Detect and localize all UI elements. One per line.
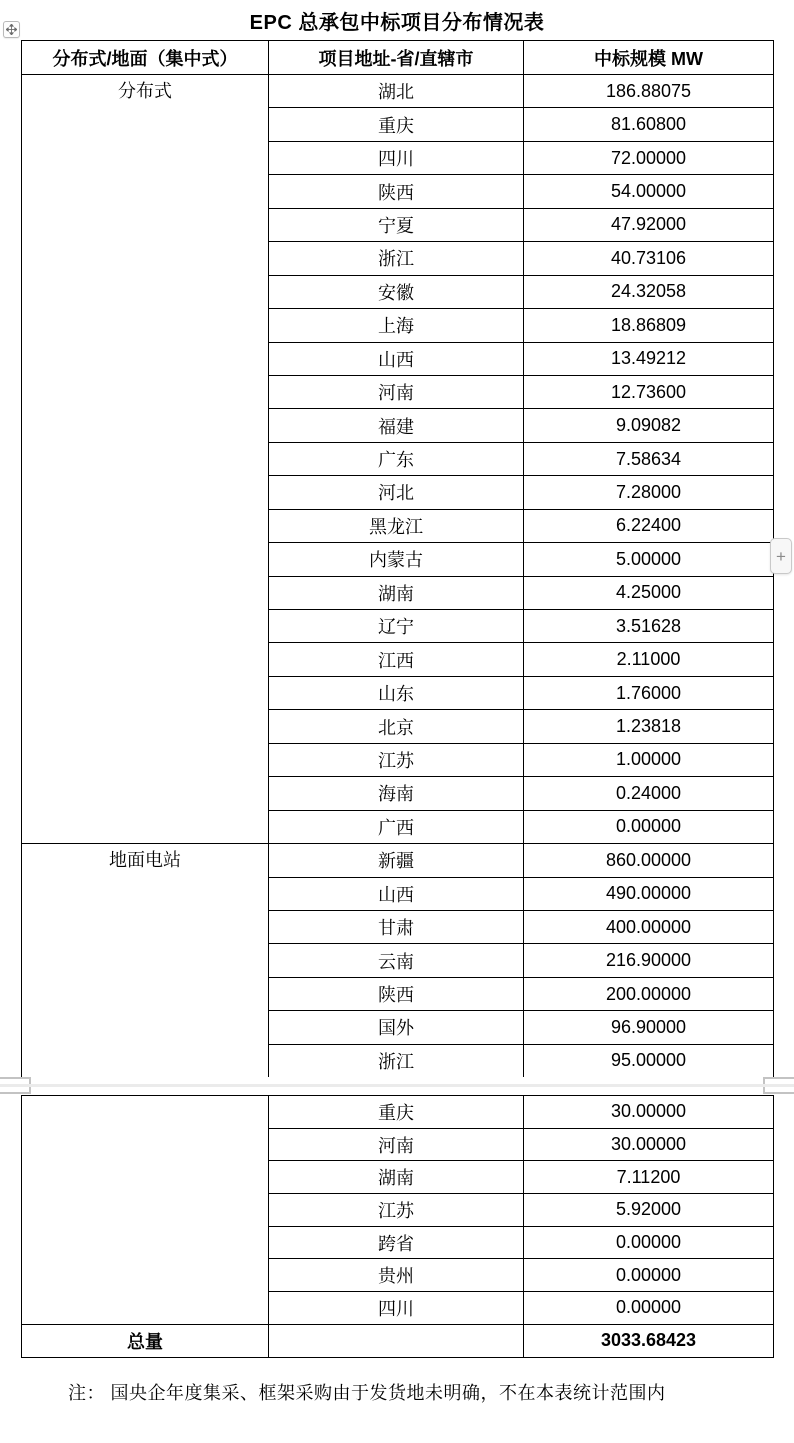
scale-value-cell: 18.86809 [524, 309, 774, 342]
province-cell: 国外 [269, 1011, 524, 1044]
scale-value-cell: 5.92000 [524, 1194, 774, 1227]
scale-value-cell: 1.76000 [524, 676, 774, 709]
header-category: 分布式/地面（集中式） [22, 41, 269, 75]
province-cell: 北京 [269, 710, 524, 743]
scale-value-cell: 0.24000 [524, 777, 774, 810]
scale-value-cell: 30.00000 [524, 1096, 774, 1129]
province-cell: 宁夏 [269, 208, 524, 241]
province-cell: 甘肃 [269, 910, 524, 943]
plus-icon: + [776, 546, 786, 566]
page-title: EPC 总承包中标项目分布情况表 [249, 12, 545, 34]
province-cell: 广西 [269, 810, 524, 843]
scale-value-cell: 186.88075 [524, 75, 774, 108]
scale-value-cell: 7.11200 [524, 1161, 774, 1194]
scale-value-cell: 24.32058 [524, 275, 774, 308]
page-2-table-body [22, 1096, 774, 1325]
province-cell: 山西 [269, 342, 524, 375]
page2-top-left-corner [0, 1087, 31, 1094]
page-1-table [21, 40, 774, 1078]
page1-bottom-left-corner [0, 1077, 31, 1084]
province-cell: 广东 [269, 442, 524, 475]
province-cell: 新疆 [269, 844, 524, 877]
province-cell: 内蒙古 [269, 543, 524, 576]
scale-value-cell: 13.49212 [524, 342, 774, 375]
province-cell: 黑龙江 [269, 509, 524, 542]
scale-value-cell: 5.00000 [524, 543, 774, 576]
scale-value-cell: 4.25000 [524, 576, 774, 609]
scale-value-cell: 81.60800 [524, 108, 774, 141]
province-cell: 湖北 [269, 75, 524, 108]
move-arrows-icon [6, 24, 17, 35]
province-cell: 浙江 [269, 1044, 524, 1077]
scale-value-cell: 9.09082 [524, 409, 774, 442]
province-cell: 湖南 [269, 576, 524, 609]
total-value-cell: 3033.68423 [524, 1324, 774, 1357]
province-cell: 浙江 [269, 242, 524, 275]
scale-value-cell: 400.00000 [524, 910, 774, 943]
scale-value-cell: 47.92000 [524, 208, 774, 241]
scale-value-cell: 3.51628 [524, 610, 774, 643]
scale-value-cell: 6.22400 [524, 509, 774, 542]
scale-value-cell: 30.00000 [524, 1128, 774, 1161]
scale-value-cell: 1.23818 [524, 710, 774, 743]
province-cell: 河南 [269, 1128, 524, 1161]
province-cell: 海南 [269, 777, 524, 810]
scale-value-cell: 200.00000 [524, 977, 774, 1010]
province-cell: 云南 [269, 944, 524, 977]
scale-value-cell: 0.00000 [524, 1292, 774, 1325]
scale-value-cell: 0.00000 [524, 810, 774, 843]
province-cell: 山西 [269, 877, 524, 910]
province-cell: 陕西 [269, 175, 524, 208]
province-cell: 江苏 [269, 1194, 524, 1227]
insert-row-button[interactable] [770, 538, 792, 574]
header-row [22, 41, 774, 75]
page1-bottom-right-corner [763, 1077, 794, 1084]
province-cell: 贵州 [269, 1259, 524, 1292]
province-cell: 河北 [269, 476, 524, 509]
province-cell: 江苏 [269, 743, 524, 776]
province-cell: 福建 [269, 409, 524, 442]
province-cell: 跨省 [269, 1226, 524, 1259]
province-cell: 重庆 [269, 108, 524, 141]
header-scale: 中标规模 MW [524, 41, 774, 75]
scale-value-cell: 0.00000 [524, 1226, 774, 1259]
page-2-table [21, 1095, 774, 1358]
table-row [22, 75, 774, 108]
province-cell: 四川 [269, 1292, 524, 1325]
province-cell: 河南 [269, 375, 524, 408]
scale-value-cell: 860.00000 [524, 844, 774, 877]
page-break-gap [0, 1084, 794, 1087]
total-empty-cell [269, 1324, 524, 1357]
page-break [0, 1077, 794, 1094]
table-move-handle[interactable] [3, 21, 20, 38]
scale-value-cell: 0.00000 [524, 1259, 774, 1292]
province-cell: 安徽 [269, 275, 524, 308]
province-cell: 山东 [269, 676, 524, 709]
header-location: 项目地址-省/直辖市 [269, 41, 524, 75]
page-1-table-body [22, 75, 774, 1078]
footnote: 注： 国央企年度集采、框架采购由于发货地未明确，不在本表统计范围内 [68, 1383, 666, 1403]
province-cell: 江西 [269, 643, 524, 676]
scale-value-cell: 7.58634 [524, 442, 774, 475]
scale-value-cell: 40.73106 [524, 242, 774, 275]
province-cell: 湖南 [269, 1161, 524, 1194]
total-label-cell: 总量 [22, 1324, 269, 1357]
scale-value-cell: 95.00000 [524, 1044, 774, 1077]
scale-value-cell: 7.28000 [524, 476, 774, 509]
page2-top-right-corner [763, 1087, 794, 1094]
scale-value-cell: 2.11000 [524, 643, 774, 676]
province-cell: 四川 [269, 141, 524, 174]
scale-value-cell: 1.00000 [524, 743, 774, 776]
province-cell: 上海 [269, 309, 524, 342]
scale-value-cell: 72.00000 [524, 141, 774, 174]
scale-value-cell: 216.90000 [524, 944, 774, 977]
province-cell: 辽宁 [269, 610, 524, 643]
scale-value-cell: 54.00000 [524, 175, 774, 208]
scale-value-cell: 96.90000 [524, 1011, 774, 1044]
province-cell: 陕西 [269, 977, 524, 1010]
category-cell: 分布式 [22, 75, 269, 844]
total-row [22, 1324, 774, 1357]
table-row [22, 844, 774, 877]
table-row [22, 1096, 774, 1129]
province-cell: 重庆 [269, 1096, 524, 1129]
scale-value-cell: 490.00000 [524, 877, 774, 910]
category-cell [22, 1096, 269, 1325]
category-cell: 地面电站 [22, 844, 269, 1078]
scale-value-cell: 12.73600 [524, 375, 774, 408]
